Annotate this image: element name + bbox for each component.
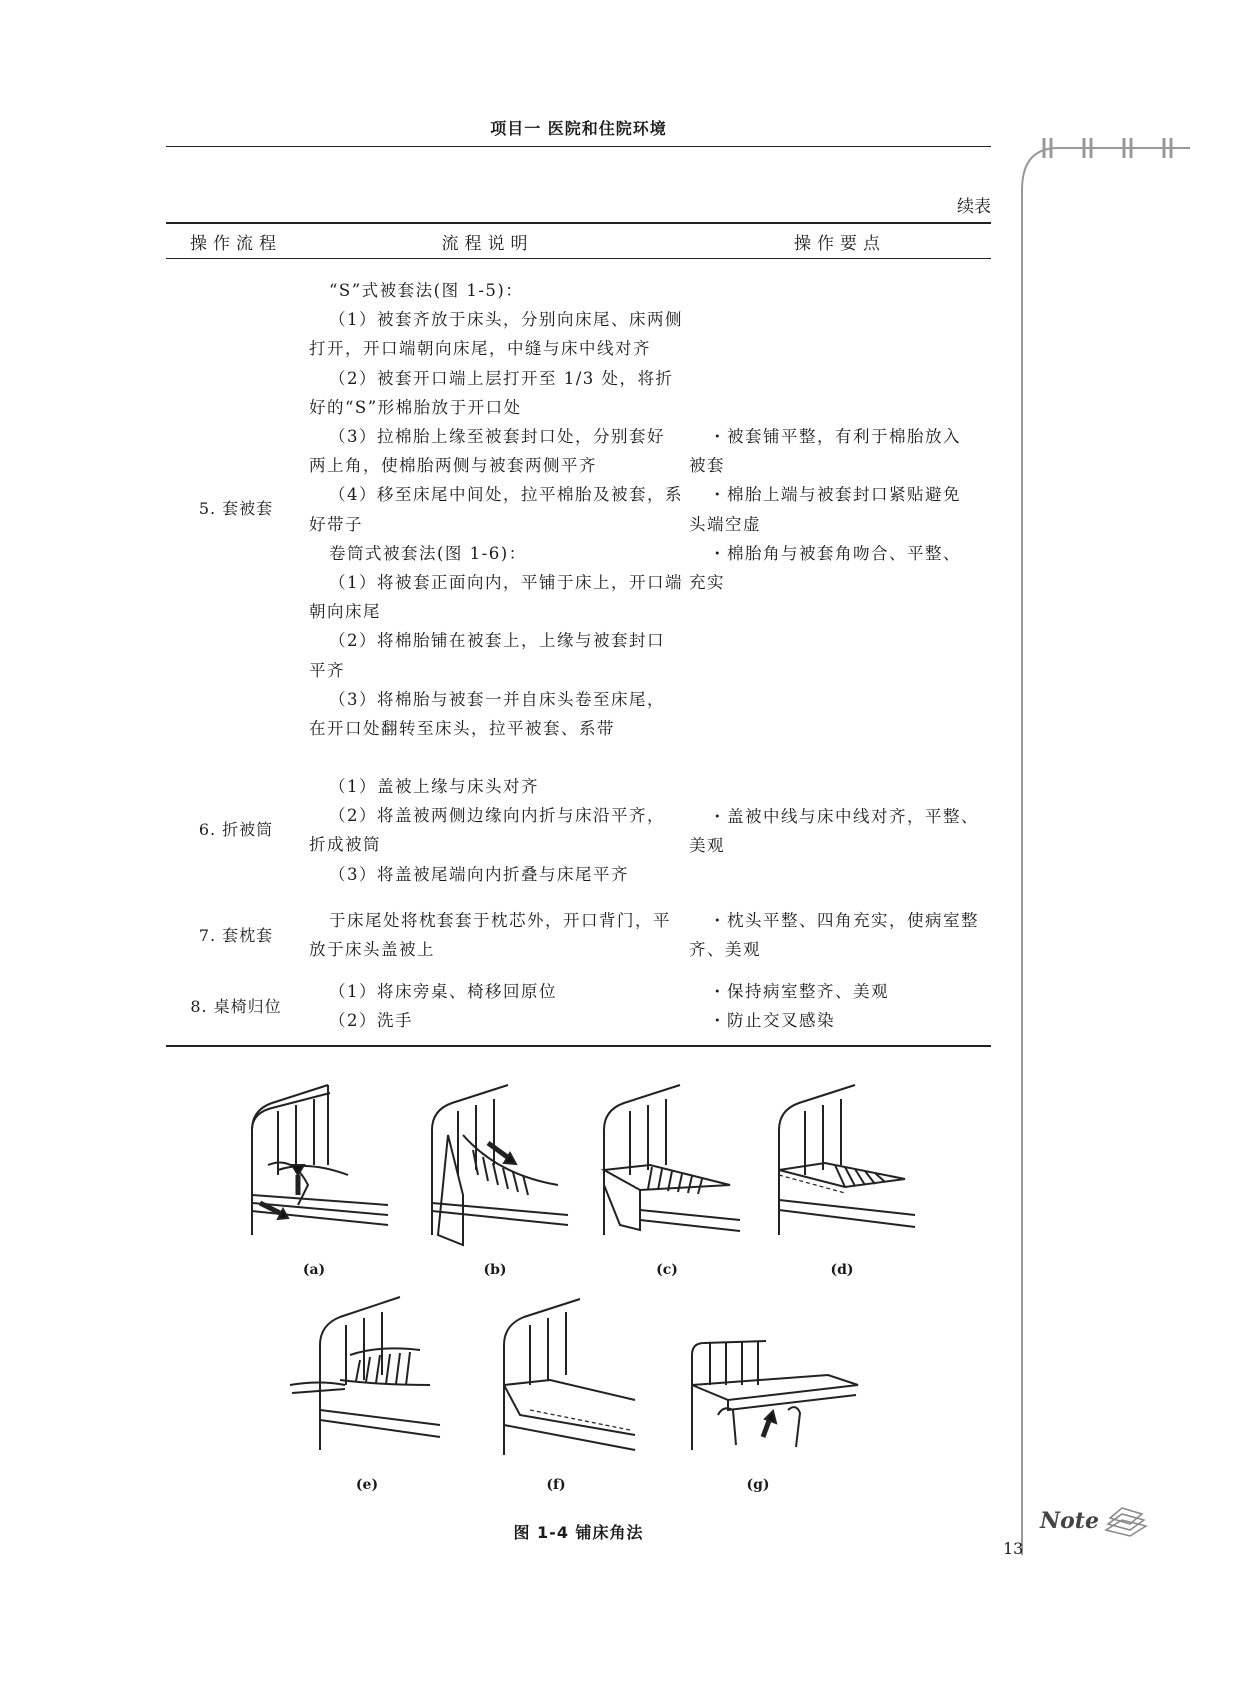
step-description <box>309 906 671 964</box>
margin-decoration <box>1000 130 1200 1550</box>
header-rule <box>166 146 991 147</box>
notebook-icon <box>1100 1500 1150 1540</box>
running-head: 项目一 医院和住院环境 <box>490 119 667 138</box>
description-line: 好的“S”形棉胎放于开口处 <box>309 397 522 417</box>
description-line: 好带子 <box>309 514 363 534</box>
bed-illustration-d <box>765 1075 915 1245</box>
key-point-line: 头端空虚 <box>689 514 761 534</box>
description-line: 在开口处翻转至床头，拉平被套、系带 <box>309 719 615 739</box>
description-line: （3）拉棉胎上缘至被套封口处，分别套好 <box>329 427 665 447</box>
column-header-step: 操作流程 <box>190 234 282 254</box>
bed-illustration-g <box>688 1315 858 1455</box>
key-point-line: ・棉胎角与被套角吻合、平整、 <box>709 543 961 563</box>
key-point-line: ・棉胎上端与被套封口紧贴避免 <box>709 485 961 505</box>
description-line: （2）将盖被两侧边缘向内折与床沿平齐， <box>329 806 665 826</box>
panel-label-c: (c) <box>656 1262 678 1278</box>
description-line: 打开，开口端朝向床尾，中缝与床中线对齐 <box>309 339 651 359</box>
step-key-points <box>689 906 991 964</box>
page-number: 13 <box>1003 1539 1024 1558</box>
description-line: 折成被筒 <box>309 835 381 855</box>
description-line: （1）将被套正面向内，平铺于床上，开口端 <box>329 573 683 593</box>
bed-illustration-a <box>238 1075 388 1245</box>
bed-illustration-b <box>418 1075 568 1245</box>
bed-illustration-e <box>290 1285 440 1455</box>
step-label: 5. 套被套 <box>198 499 274 518</box>
panel-label-e: (e) <box>355 1477 379 1493</box>
description-line: 平齐 <box>309 660 345 680</box>
note-logo: Note <box>1040 1508 1099 1534</box>
key-point-line: 被套 <box>689 456 725 476</box>
table-top-rule <box>166 222 991 224</box>
step-key-points <box>689 802 991 860</box>
step-key-points <box>689 977 991 1035</box>
description-line: 于床尾处将枕套套于枕芯外，开口背门，平 <box>329 911 671 930</box>
table-header-rule <box>166 258 991 259</box>
key-point-line: ・枕头平整、四角充实，使病室整 <box>709 911 979 930</box>
description-line: （2）将棉胎铺在被套上，上缘与被套封口 <box>329 631 665 651</box>
key-point-line: ・保持病室整齐、美观 <box>709 982 889 1001</box>
key-point-line: ・盖被中线与床中线对齐，平整、 <box>709 807 979 826</box>
key-point-line: ・被套铺平整，有利于棉胎放入 <box>709 427 961 446</box>
key-point-line: ・防止交叉感染 <box>709 1011 835 1031</box>
description-line: （1）被套齐放于床头，分别向床尾、床两侧 <box>329 310 683 330</box>
continued-label: 续表 <box>957 197 991 217</box>
bed-illustration-f <box>490 1285 640 1460</box>
description-line: 两上角，使棉胎两侧与被套两侧平齐 <box>309 456 597 476</box>
step-label: 7. 套枕套 <box>198 926 274 945</box>
panel-label-a: (a) <box>302 1262 326 1278</box>
column-header-key-points: 操作要点 <box>794 234 886 254</box>
panel-label-g: (g) <box>746 1477 770 1493</box>
description-line: “S”式被套法(图 1-5)： <box>329 281 524 300</box>
description-line: （3）将盖被尾端向内折叠与床尾平齐 <box>329 864 629 884</box>
panel-label-b: (b) <box>483 1262 507 1278</box>
description-line: 朝向床尾 <box>309 602 381 622</box>
step-description <box>309 276 683 743</box>
key-point-line: 充实 <box>689 573 725 593</box>
step-description <box>309 772 666 889</box>
description-line: （3）将棉胎与被套一并自床头卷至床尾， <box>329 689 665 709</box>
description-line: （1）将床旁桌、椅移回原位 <box>329 982 557 1001</box>
step-label: 6. 折被筒 <box>198 820 274 839</box>
step-description <box>309 977 666 1035</box>
column-header-description: 流程说明 <box>441 234 534 254</box>
description-line: （1）盖被上缘与床头对齐 <box>329 777 539 796</box>
key-point-line: 美观 <box>689 836 725 856</box>
step-key-points <box>689 422 991 597</box>
description-line: 卷筒式被套法(图 1-6)： <box>329 543 527 563</box>
panel-label-f: (f) <box>546 1477 566 1493</box>
bed-illustration-c <box>590 1075 740 1245</box>
key-point-line: 齐、美观 <box>689 940 761 960</box>
description-line: （2）被套开口端上层打开至 1/3 处，将折 <box>329 368 674 388</box>
table-bottom-rule <box>166 1045 991 1047</box>
description-line: （2）洗手 <box>329 1011 413 1031</box>
panel-label-d: (d) <box>830 1262 854 1278</box>
step-label: 8. 桌椅归位 <box>190 997 282 1016</box>
figure-caption: 图 1-4 铺床角法 <box>513 1523 644 1542</box>
description-line: 放于床头盖被上 <box>309 940 435 960</box>
description-line: （4）移至床尾中间处，拉平棉胎及被套，系 <box>329 485 683 505</box>
panel-label-svg-a <box>305 1253 306 1254</box>
